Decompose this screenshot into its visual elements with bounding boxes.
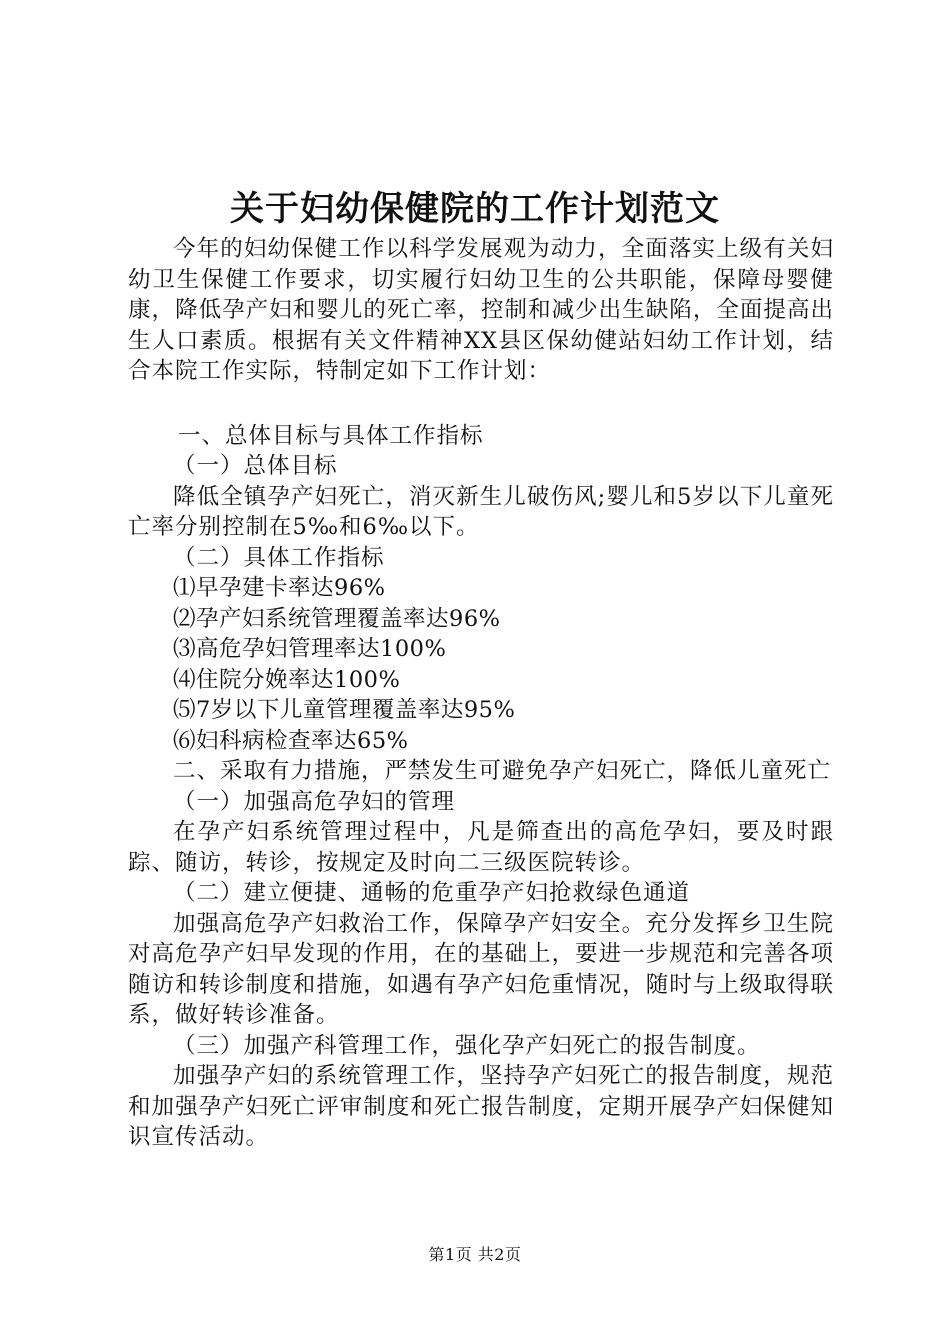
indicator-item: ⑹妇科病检查率达65% [173, 727, 409, 754]
section-1-sub-1-text: 降低全镇孕产妇死亡，消灭新生儿破伤风;婴儿和5岁以下儿童死亡率分别控制在5‰和6‰以下。 [128, 483, 834, 540]
document-title: 关于妇幼保健院的工作计划范文 [230, 189, 720, 229]
section-2-sub-2-heading: （二）建立便捷、通畅的危重孕产妇抢救绿色通道 [173, 880, 691, 906]
section-2-sub-3-text: 加强孕产妇的系统管理工作，坚持孕产妇死亡的报告制度，规范和加强孕产妇死亡评审制度和死亡报告制度，定期开展孕产妇保健知识宣传活动。 [128, 1063, 834, 1150]
section-2-sub-2-text: 加强高危孕产妇救治工作，保障孕产妇安全。充分发挥乡卫生院对高危孕产妇早发现的作用，在的基础上，要进一步规范和完善各项随访和转诊制度和措施，如遇有孕产妇危重情况，随时与上级取得联系，做好转诊准备。 [128, 910, 834, 1028]
indicator-item: ⑶高危孕妇管理率达100% [173, 636, 447, 662]
indicator-item: ⑵孕产妇系统管理覆盖率达96% [173, 605, 501, 632]
indicator-item: ⑸7岁以下儿童管理覆盖率达95% [173, 697, 516, 723]
intro-paragraph: 今年的妇幼保健工作以科学发展观为动力，全面落实上级有关妇幼卫生保健工作要求，切实履行妇幼卫生的公共职能，保障母婴健康，降低孕产妇和婴儿的死亡率，控制和减少出生缺陷，全面提高出生人口素质。根据有关文件精神XX县区保幼健站妇幼工作计划，结合本院工作实际，特制定如下工作计划： [128, 236, 834, 384]
section-1-heading: 一、总体目标与具体工作指标 [178, 422, 484, 449]
section-2-heading: 二、采取有力措施，严禁发生可避免孕产妇死亡，降低儿童死亡 [173, 758, 832, 784]
indicator-item: ⑷住院分娩率达100% [173, 666, 401, 693]
indicator-item: ⑴早孕建卡率达96% [173, 575, 386, 601]
paragraph-gap [128, 387, 834, 421]
section-2-sub-1-heading: （一）加强高危孕妇的管理 [173, 788, 456, 815]
section-2-sub-3-heading: （三）加强产科管理工作，强化孕产妇死亡的报告制度。 [173, 1032, 761, 1059]
page-footer: 第1页 共2页 [428, 1245, 522, 1264]
section-1-sub-1-heading: （一）总体目标 [173, 453, 338, 479]
section-2-sub-1-text: 在孕产妇系统管理过程中，凡是筛查出的高危孕妇，要及时跟踪、随访，转诊，按规定及时向二三级医院转诊。 [128, 819, 834, 876]
document-body [128, 234, 834, 1153]
section-1-sub-2-heading: （二）具体工作指标 [173, 544, 385, 571]
